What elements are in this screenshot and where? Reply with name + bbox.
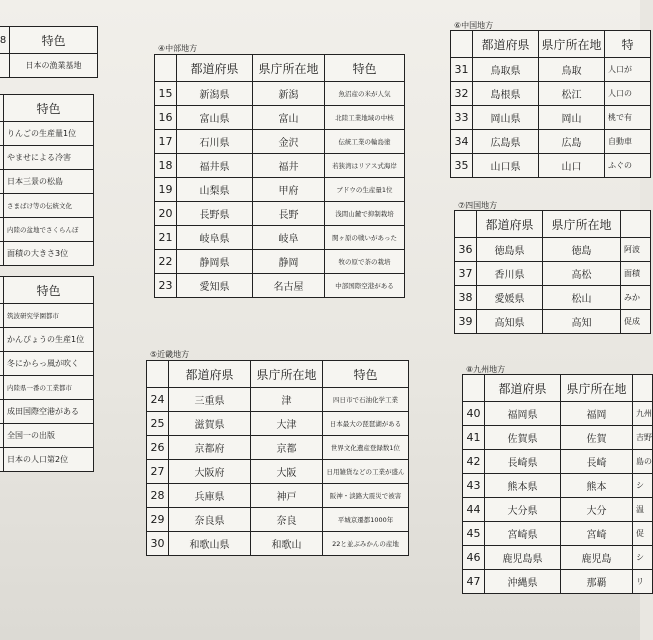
feature-cell: 全国一の出版 (4, 424, 94, 448)
column-header: 都道府県 (477, 211, 543, 238)
left-fragment-table-3 (0, 276, 94, 472)
column-header: 都道府県 (485, 375, 561, 402)
table-row: 16 富山県 富山 北陸工業地域の中核 (155, 106, 405, 130)
column-header: 特色 (325, 55, 405, 82)
table-row: 29 奈良県 奈良 平城京遷都1000年 (147, 508, 409, 532)
table-row: 36 徳島県 徳島 阿波 (455, 238, 651, 262)
table-row: 19 山梨県 甲府 ブドウの生産量1位 (155, 178, 405, 202)
column-header: 県庁所在地 (251, 361, 323, 388)
table-row: 44 大分県 大分 温 (463, 498, 653, 522)
table-row: 38 愛媛県 松山 みか (455, 286, 651, 310)
table-row: 45 宮崎県 宮崎 促 (463, 522, 653, 546)
region-title-kyushu: ⑧九州地方 (466, 365, 506, 374)
feature-cell: 冬にからっ風が吹く (4, 352, 94, 376)
column-header: 県庁所在地 (253, 55, 325, 82)
table-row: 39 高知県 高知 促成 (455, 310, 651, 334)
column-header: 県庁所在地 (539, 31, 605, 58)
shikoku-table (454, 210, 651, 334)
feature-cell: 内陸の盆地でさくらんぼ (4, 218, 94, 242)
region-title-kinki: ⑤近畿地方 (150, 350, 190, 359)
table-row: 30 和歌山県 和歌山 22と並ぶみかんの産地 (147, 532, 409, 556)
table-row: 42 長崎県 長崎 島の (463, 450, 653, 474)
table-row: 24 三重県 津 四日市で石油化学工業 (147, 388, 409, 412)
column-header: 都道府県 (473, 31, 539, 58)
table-row: 41 佐賀県 佐賀 吉野 (463, 426, 653, 450)
table-row: 43 熊本県 熊本 シ (463, 474, 653, 498)
column-header: 県庁所在地 (561, 375, 633, 402)
feature-cell: 筑波研究学園都市 (4, 304, 94, 328)
table-row: 33 岡山県 岡山 桃で有 (451, 106, 651, 130)
table-row: 32 島根県 松江 人口の (451, 82, 651, 106)
feature-cell: 日本の人口第2位 (4, 448, 94, 472)
table-row: 18 福井県 福井 若狭湾はリアス式海岸 (155, 154, 405, 178)
feature-cell: りんごの生産量1位 (4, 122, 94, 146)
chubu-table (154, 54, 405, 298)
table-row: 46 鹿児島県 鹿児島 シ (463, 546, 653, 570)
table-row: 26 京都府 京都 世界文化遺産登録数1位 (147, 436, 409, 460)
region-title-shikoku: ⑦四国地方 (458, 201, 498, 210)
chugoku-table (450, 30, 651, 178)
region-title-chugoku: ⑥中国地方 (454, 21, 494, 30)
column-header: 特色 (323, 361, 409, 388)
region-title-chubu: ④中部地方 (158, 44, 198, 53)
feature-cell: 成田国際空港がある (4, 400, 94, 424)
column-header: 特色 (4, 95, 94, 122)
table-row: 37 香川県 高松 面積 (455, 262, 651, 286)
column-header: 特色 (4, 277, 94, 304)
column-header: 県庁所在地 (543, 211, 621, 238)
column-header: 特 (605, 31, 651, 58)
table-row: 25 滋賀県 大津 日本最大の琵琶湖がある (147, 412, 409, 436)
table-row: 31 鳥取県 鳥取 人口が (451, 58, 651, 82)
left-fragment-table-2 (0, 94, 94, 266)
table-row: 15 新潟県 新潟 魚沼産の米が人気 (155, 82, 405, 106)
left-fragment-table-1: 8 特色 日本の漁業基地 (0, 26, 98, 78)
feature-cell: 日本の漁業基地 (10, 54, 98, 78)
feature-cell: 内陸県一番の工業都市 (4, 376, 94, 400)
table-row: 27 大阪府 大阪 日用雑貨などの工業が盛ん (147, 460, 409, 484)
feature-cell: かんぴょうの生産1位 (4, 328, 94, 352)
table-row: 21 岐阜県 岐阜 関ヶ原の戦いがあった (155, 226, 405, 250)
column-header: 特色 (10, 27, 98, 54)
column-header: 都道府県 (169, 361, 251, 388)
table-row: 40 福岡県 福岡 九州 (463, 402, 653, 426)
feature-cell: 面積の大きさ3位 (4, 242, 94, 266)
table-row: 17 石川県 金沢 伝統工業の輪島塗 (155, 130, 405, 154)
kyushu-table (462, 374, 653, 594)
feature-cell: 日本三景の松島 (4, 170, 94, 194)
table-row: 35 山口県 山口 ふぐの (451, 154, 651, 178)
feature-cell: さまばけ等の伝統文化 (4, 194, 94, 218)
table-row: 47 沖縄県 那覇 リ (463, 570, 653, 594)
table-row: 28 兵庫県 神戸 阪神・淡路大震災で被害 (147, 484, 409, 508)
kinki-table (146, 360, 409, 556)
table-row: 20 長野県 長野 浅間山麓で抑制栽培 (155, 202, 405, 226)
table-row: 22 静岡県 静岡 牧の原で茶の栽培 (155, 250, 405, 274)
column-header: 都道府県 (177, 55, 253, 82)
feature-cell: やませによる冷害 (4, 146, 94, 170)
table-row: 23 愛知県 名古屋 中部国際空港がある (155, 274, 405, 298)
table-row: 34 広島県 広島 自動車 (451, 130, 651, 154)
